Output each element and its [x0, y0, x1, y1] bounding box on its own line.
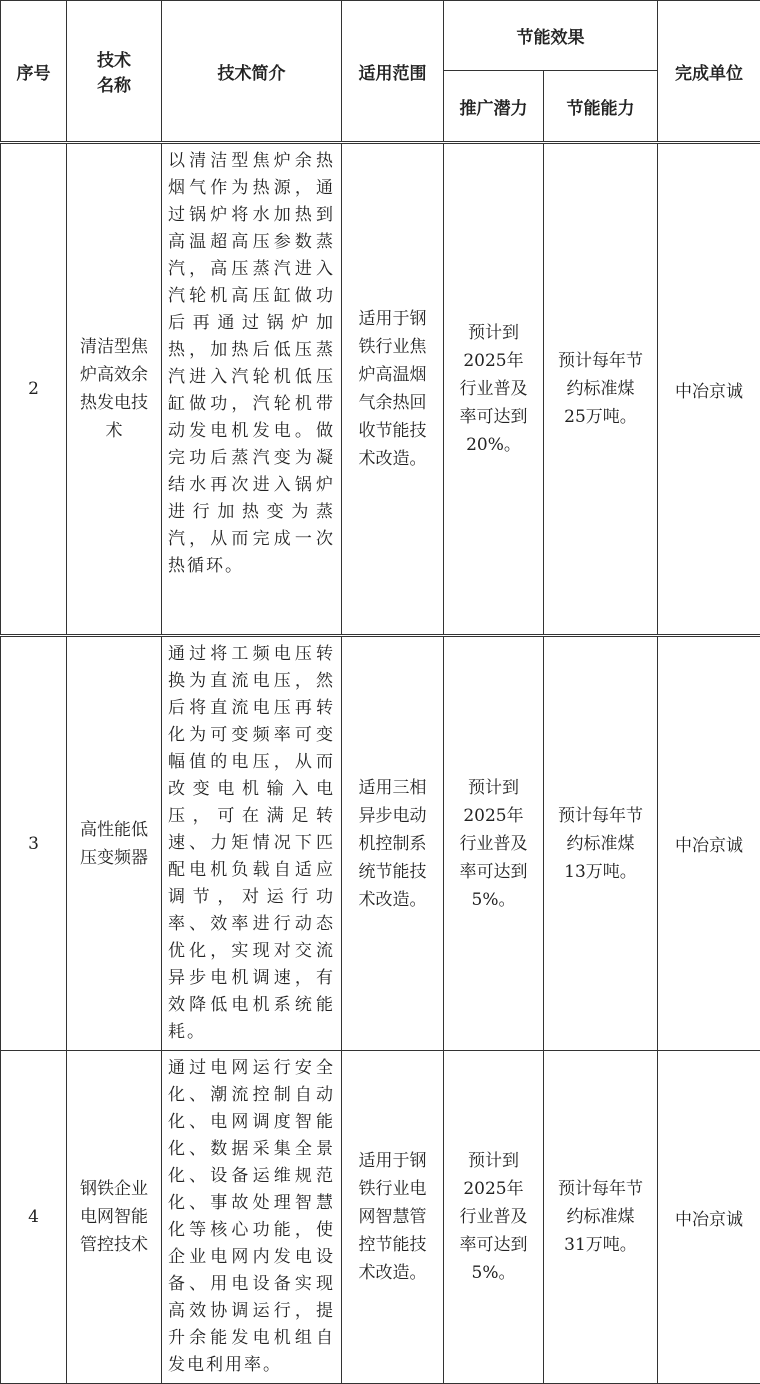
row-scope: 适用于钢铁行业电网智慧管控节能技术改造。 [342, 1051, 444, 1384]
table-row [1, 636, 760, 1051]
row-scope: 适用三相异步电动机控制系统节能技术改造。 [342, 636, 444, 1051]
header-name [67, 1, 162, 143]
row-no: 4 [1, 1051, 67, 1384]
row-intro: 通过电网运行安全化、潮流控制自动化、电网调度智能化、数据采集全景化、设备运维规范化、事故处理智慧化等核心功能，使企业电网内发电设备、用电设备实现高效协调运行，提升余能发电机组自发电利用率。 [162, 1051, 342, 1384]
row-promo: 预计到2025年行业普及率可达到5%。 [444, 1051, 544, 1384]
header-unit: 完成单位 [658, 1, 760, 143]
header-scope: 适用范围 [342, 1, 444, 143]
row-unit: 中冶京诚 [658, 143, 760, 636]
header-name-line1: 技术 [67, 46, 161, 71]
row-ability: 预计每年节约标准煤13万吨。 [544, 636, 658, 1051]
table-row [1, 1051, 760, 1384]
row-ability: 预计每年节约标准煤25万吨。 [544, 143, 658, 636]
row-promo: 预计到2025年行业普及率可达到5%。 [444, 636, 544, 1051]
header-name-line2: 名称 [67, 71, 161, 96]
row-no: 2 [1, 143, 67, 636]
header-ability: 节能能力 [544, 71, 658, 143]
row-name: 高性能低压变频器 [67, 636, 162, 1051]
row-name: 清洁型焦炉高效余热发电技术 [67, 143, 162, 636]
row-name: 钢铁企业电网智能管控技术 [67, 1051, 162, 1384]
header-effect: 节能效果 [444, 1, 658, 71]
row-unit: 中冶京诚 [658, 1051, 760, 1384]
row-scope: 适用于钢铁行业焦炉高温烟气余热回收节能技术改造。 [342, 143, 444, 636]
row-intro: 通过将工频电压转换为直流电压，然后将直流电压再转化为可变频率可变幅值的电压，从而改变电机输入电压，可在满足转速、力矩情况下匹配电机负载自适应调节，对运行功率、效率进行动态优化，实现对交流异步电机调速，有效降低电机系统能耗。 [162, 636, 342, 1051]
row-unit: 中冶京诚 [658, 636, 760, 1051]
header-intro: 技术简介 [162, 1, 342, 143]
row-ability: 预计每年节约标准煤31万吨。 [544, 1051, 658, 1384]
header-no: 序号 [1, 1, 67, 143]
row-promo: 预计到2025年行业普及率可达到20%。 [444, 143, 544, 636]
row-intro: 以清洁型焦炉余热烟气作为热源，通过锅炉将水加热到高温超高压参数蒸汽，高压蒸汽进入汽轮机高压缸做功后再通过锅炉加热，加热后低压蒸汽进入汽轮机低压缸做功，汽轮机带动发电机发电。做完功后蒸汽变为凝结水再次进入锅炉进行加热变为蒸汽，从而完成一次热循环。 [162, 143, 342, 636]
header-promo: 推广潜力 [444, 71, 544, 143]
row-no: 3 [1, 636, 67, 1051]
table-row [1, 143, 760, 636]
header-row-1 [1, 1, 760, 71]
